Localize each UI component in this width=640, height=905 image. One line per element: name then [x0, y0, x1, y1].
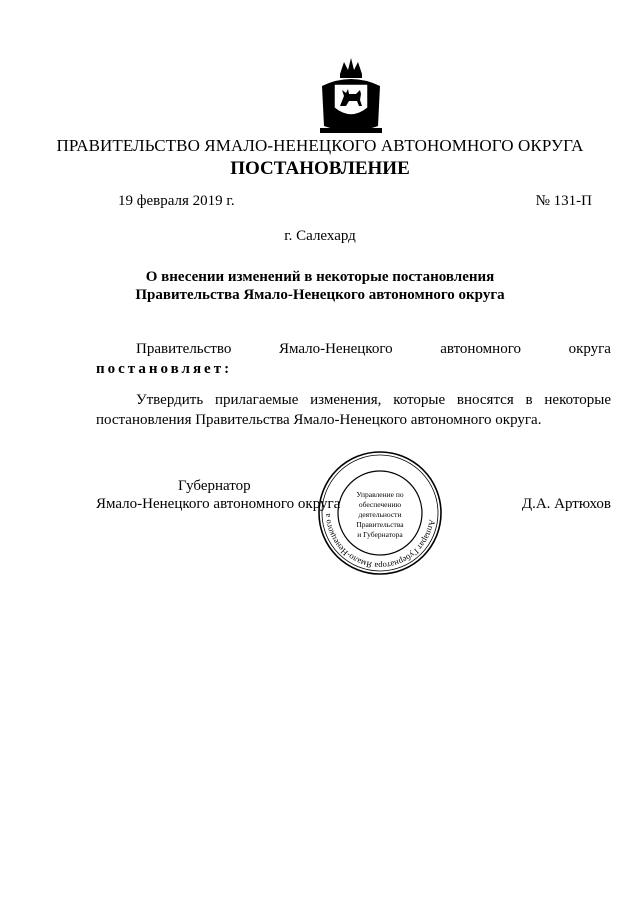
- seal-inner-line: и Губернатора: [357, 530, 403, 539]
- document-city: г. Салехард: [284, 228, 356, 244]
- p1-word: Правительство: [136, 341, 232, 357]
- p1-word: округа: [568, 341, 611, 357]
- seal-inner-line: обеспечению: [358, 500, 402, 509]
- paragraph-2: Утвердить прилагаемые изменения, которые вносятся в некоторые постановления Правительства Ямало-Ненецкого автономного округа.: [96, 392, 611, 428]
- signatory-title: Губернатор: [178, 478, 251, 494]
- document-subject: [0, 268, 640, 304]
- p1-word: автономного: [440, 341, 521, 357]
- p1-word: Ямало-Ненецкого: [278, 341, 393, 357]
- seal-inner-line: деятельности: [358, 510, 402, 519]
- document-type: ПОСТАНОВЛЕНИЕ: [230, 158, 410, 179]
- seal-inner-line: Правительства: [356, 520, 404, 529]
- coat-of-arms-icon: [318, 56, 384, 136]
- seal-inner-line: Управление по: [356, 490, 404, 499]
- document-number: № 131-П: [535, 193, 592, 209]
- subject-line-2: Правительства Ямало-Ненецкого автономного округа: [135, 287, 505, 303]
- document-date: 19 февраля 2019 г.: [118, 193, 235, 209]
- paragraph-1-line-1: [96, 339, 611, 359]
- subject-line-1: О внесении изменений в некоторые постановления: [145, 269, 495, 285]
- signatory-organization: Ямало-Ненецкого автономного округа: [96, 496, 341, 512]
- signatory-name: Д.А. Артюхов: [521, 496, 611, 512]
- seal-outer-text: Аппарат Губернатора Ямало-Ненецкого а: [321, 513, 438, 572]
- paragraph-1-line-2: постановляет:: [96, 361, 233, 377]
- official-seal: [316, 449, 444, 577]
- government-title: ПРАВИТЕЛЬСТВО ЯМАЛО-НЕНЕЦКОГО АВТОНОМНОГО ОКРУГА: [56, 136, 584, 155]
